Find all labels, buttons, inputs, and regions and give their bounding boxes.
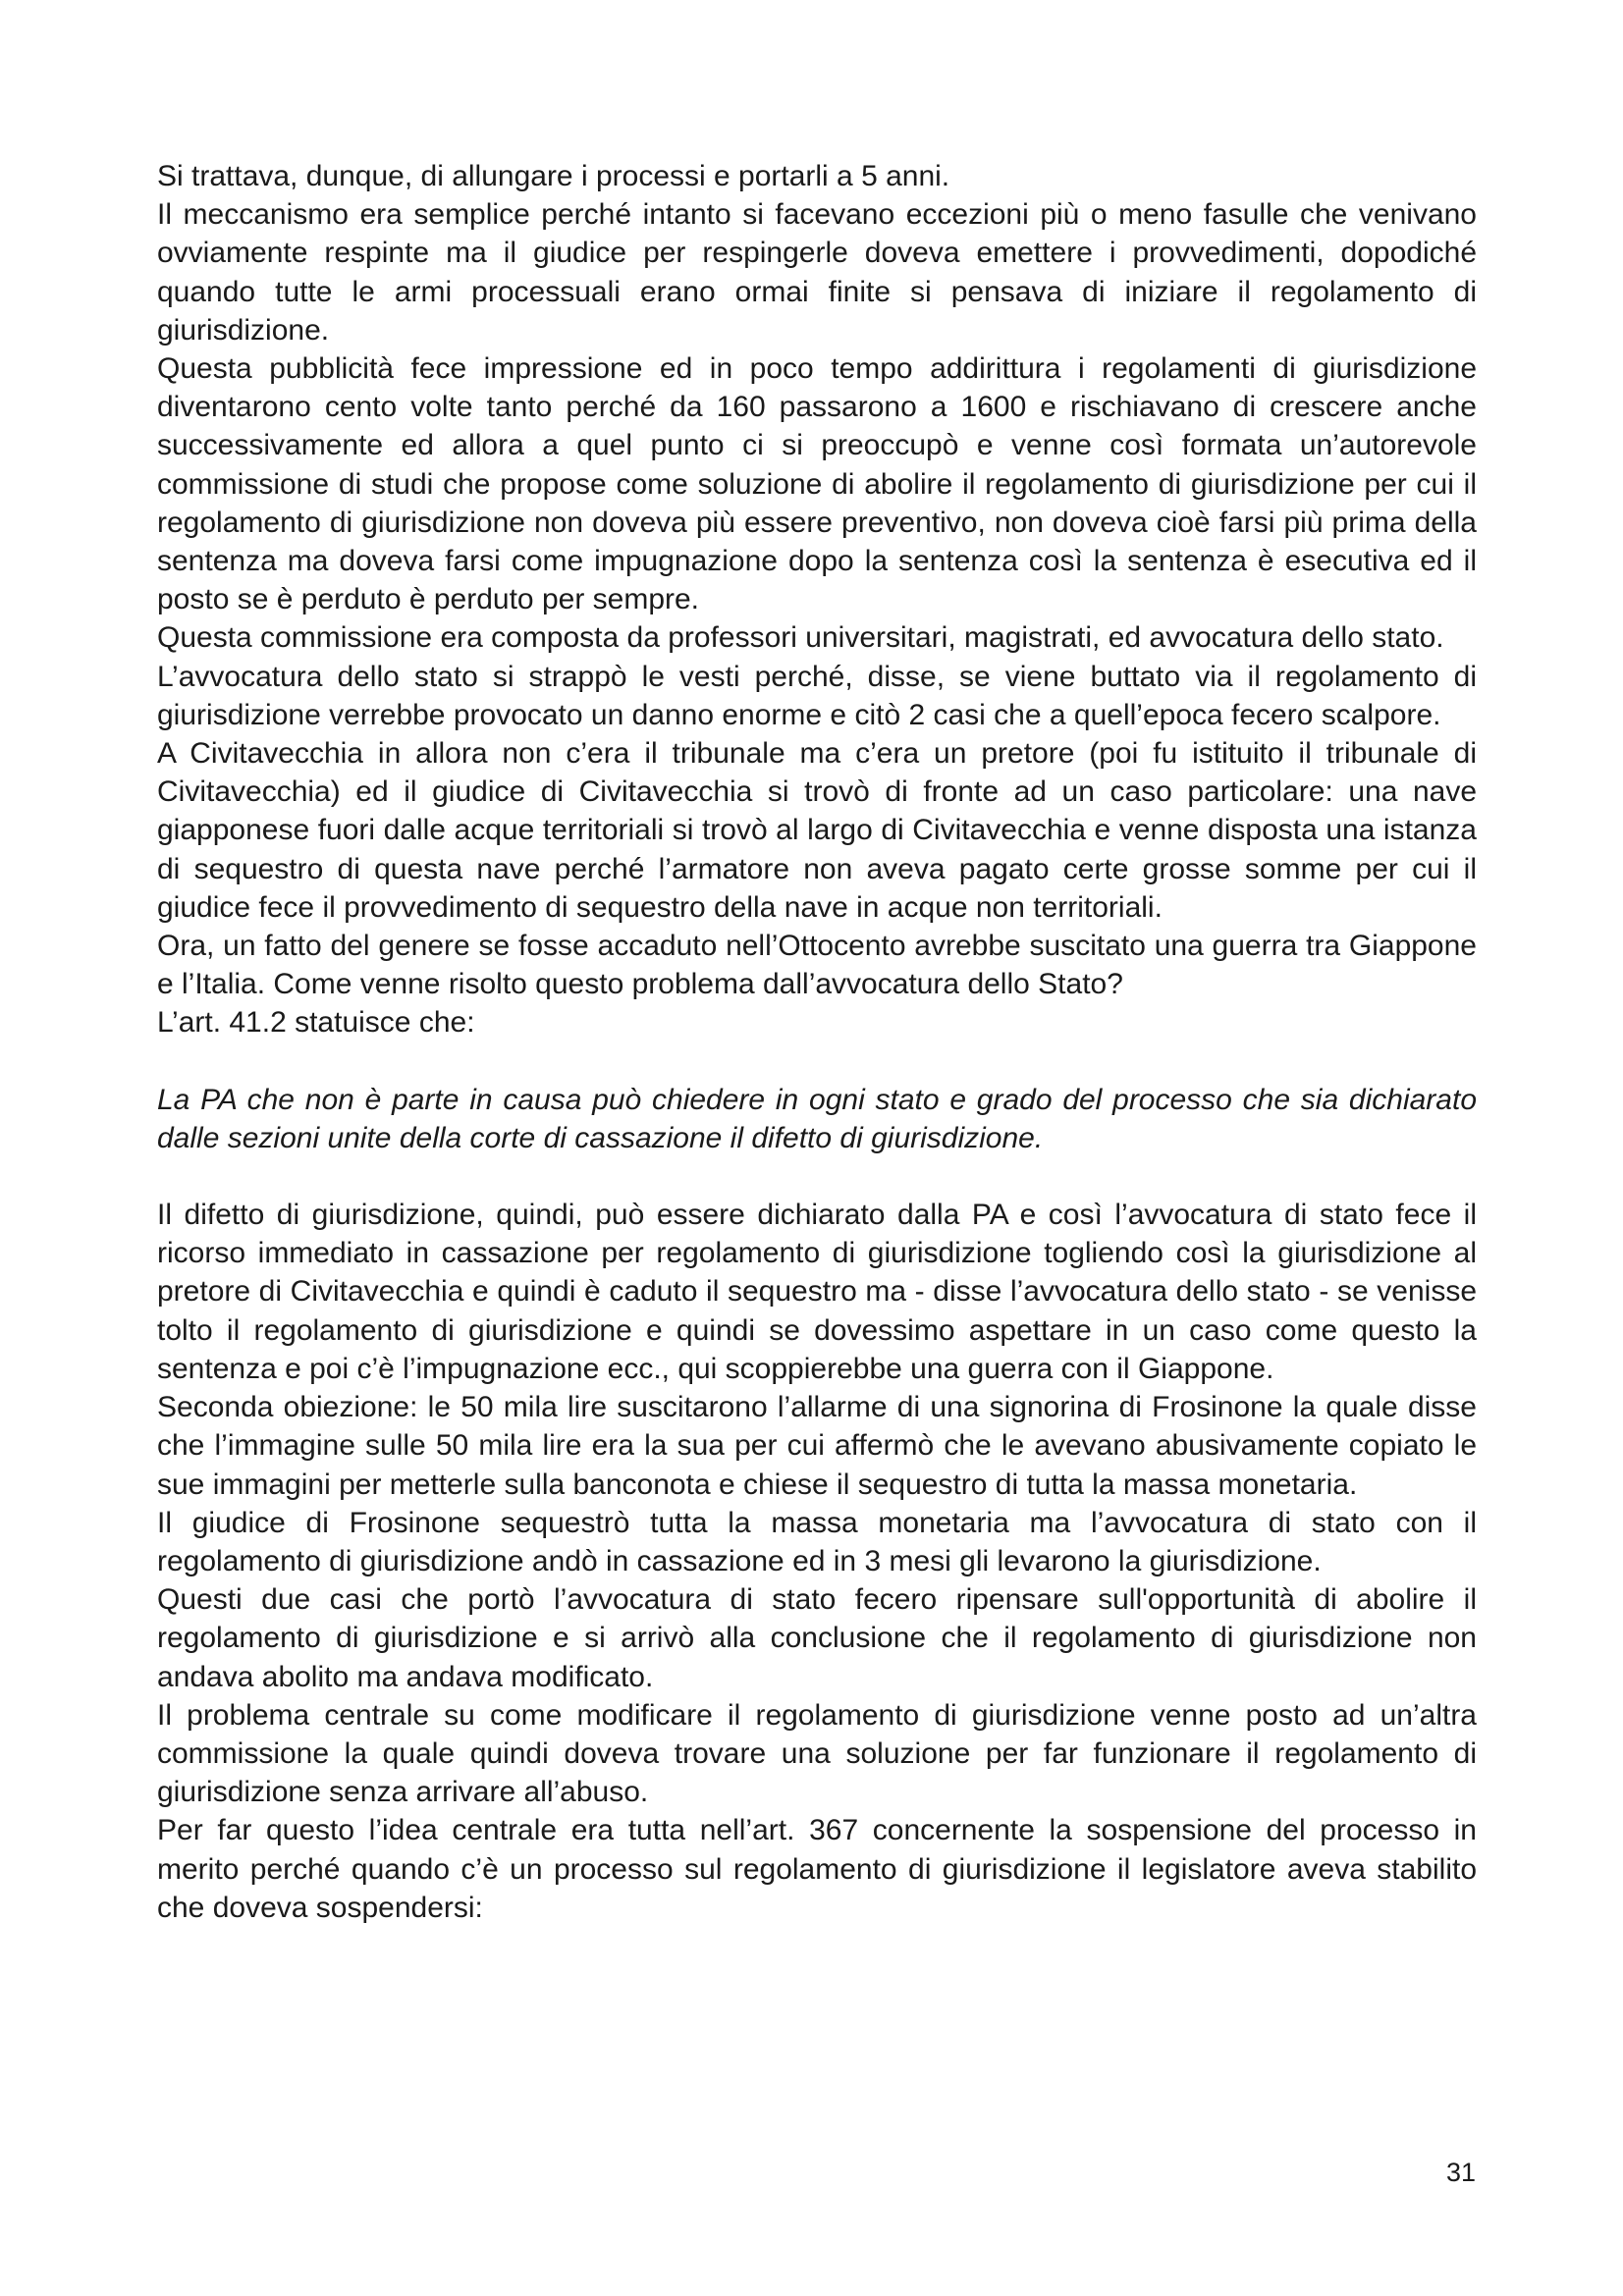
paragraph-avvocatura-vesti: L’avvocatura dello stato si strappò le vesti perché, disse, se viene buttato via il regolamento di giurisdizione verrebbe provocato un danno enorme e citò 2 casi che a quell’epoca fecero scalpore. xyxy=(157,660,1477,731)
paragraph-difetto-giurisdizione: Il difetto di giurisdizione, quindi, può essere dichiarato dalla PA e così l’avvocatura di stato fece il ricorso immediato in cassazione per regolamento di giurisdizione togliendo così la giurisdizione al pretore di Civitavecchia e quindi è caduto il sequestro ma - disse l’avvocatura dello stato - se venisse tolto il regolamento di giurisdizione e quindi se dovessimo aspettare in un caso come questo la sentenza e poi c’è l’impugnazione ecc., qui scoppierebbe una guerra con il Giappone. xyxy=(157,1199,1477,1385)
paragraph-problema-centrale: Il problema centrale su come modificare il regolamento di giurisdizione venne posto ad un’altra commissione la quale quindi doveva trovare una soluzione per far funzionare il regolamento di giurisdizione senza arrivare all’abuso. xyxy=(157,1698,1477,1809)
paragraph-ottocento: Ora, un fatto del genere se fosse accaduto nell’Ottocento avrebbe suscitato una guerra tra Giappone e l’Italia. Come venne risolto questo problema dall’avvocatura dello Stato? xyxy=(157,930,1477,1001)
spacer xyxy=(157,1157,1477,1196)
paragraph-art-367: Per far questo l’idea centrale era tutta nell’art. 367 concernente la sospensione del processo in merito perché quando c’è un processo sul regolamento di giurisdizione il legislatore aveva stabilito che doveva sospendersi: xyxy=(157,1814,1477,1924)
paragraph-due-casi: Questi due casi che portò l’avvocatura di stato fecero ripensare sull'opportunità di abolire il regolamento di giurisdizione e si arrivò alla conclusione che il regolamento di giurisdizione non andava abolito ma andava modificato. xyxy=(157,1583,1477,1693)
document-page xyxy=(157,157,1477,1927)
paragraph-seconda-obiezione: Seconda obiezione: le 50 mila lire suscitarono l’allarme di una signorina di Frosinone la quale disse che l’immagine sulle 50 mila lire era la sua per cui affermò che le avevano abusivamente copiato le sue immagini per metterle sulla banconota e chiese il sequestro di tutta la massa monetaria. xyxy=(157,1391,1477,1501)
paragraph-processi-5-anni: Si trattava, dunque, di allungare i processi e portarli a 5 anni. xyxy=(157,160,950,192)
paragraph-giudice-frosinone: Il giudice di Frosinone sequestrò tutta la massa monetaria ma l’avvocatura di stato con il regolamento di giurisdizione andò in cassazione ed in 3 mesi gli levarono la giurisdizione. xyxy=(157,1506,1477,1577)
quote-art-41-2: La PA che non è parte in causa può chiedere in ogni stato e grado del processo che sia dichiarato dalle sezioni unite della corte di cassazione il difetto di giurisdizione. xyxy=(157,1083,1477,1154)
paragraph-commissione: Questa commissione era composta da professori universitari, magistrati, ed avvocatura dello stato. xyxy=(157,621,1444,655)
page-number: 31 xyxy=(1445,2158,1476,2187)
paragraph-art-41-2: L’art. 41.2 statuisce che: xyxy=(157,1006,475,1040)
paragraph-meccanismo: Il meccanismo era semplice perché intanto si facevano eccezioni più o meno fasulle che venivano ovviamente respinte ma il giudice per respingerle doveva emettere i provvedimenti, dopodiché quando tutte le armi processuali erano ormai finite si pensava di iniziare il regolamento di giurisdizione. xyxy=(157,198,1477,347)
paragraph-pubblicita: Questa pubblicità fece impressione ed in poco tempo addirittura i regolamenti di giurisdizione diventarono cento volte tanto perché da 160 passarono a 1600 e rischiavano di crescere anche successivamente ed allora a quel punto ci si preoccupò e venne così formata un’autorevole commissione di studi che propose come soluzione di abolire il regolamento di giurisdizione per cui il regolamento di giurisdizione non doveva più essere preventivo, non doveva cioè farsi più prima della sentenza ma doveva farsi come impugnazione dopo la sentenza così la sentenza è esecutiva ed il posto se è perduto è perduto per sempre. xyxy=(157,352,1477,616)
paragraph-civitavecchia: A Civitavecchia in allora non c’era il tribunale ma c’era un pretore (poi fu istituito il tribunale di Civitavecchia) ed il giudice di Civitavecchia si trovò di fronte ad un caso particolare: una nave giapponese fuori dalle acque territoriali si trovò al largo di Civitavecchia e venne disposta una istanza di sequestro di questa nave perché l’armatore non aveva pagato certe grosse somme per cui il giudice fece il provvedimento di sequestro della nave in acque non territoriali. xyxy=(157,737,1477,924)
spacer xyxy=(157,1042,1477,1081)
